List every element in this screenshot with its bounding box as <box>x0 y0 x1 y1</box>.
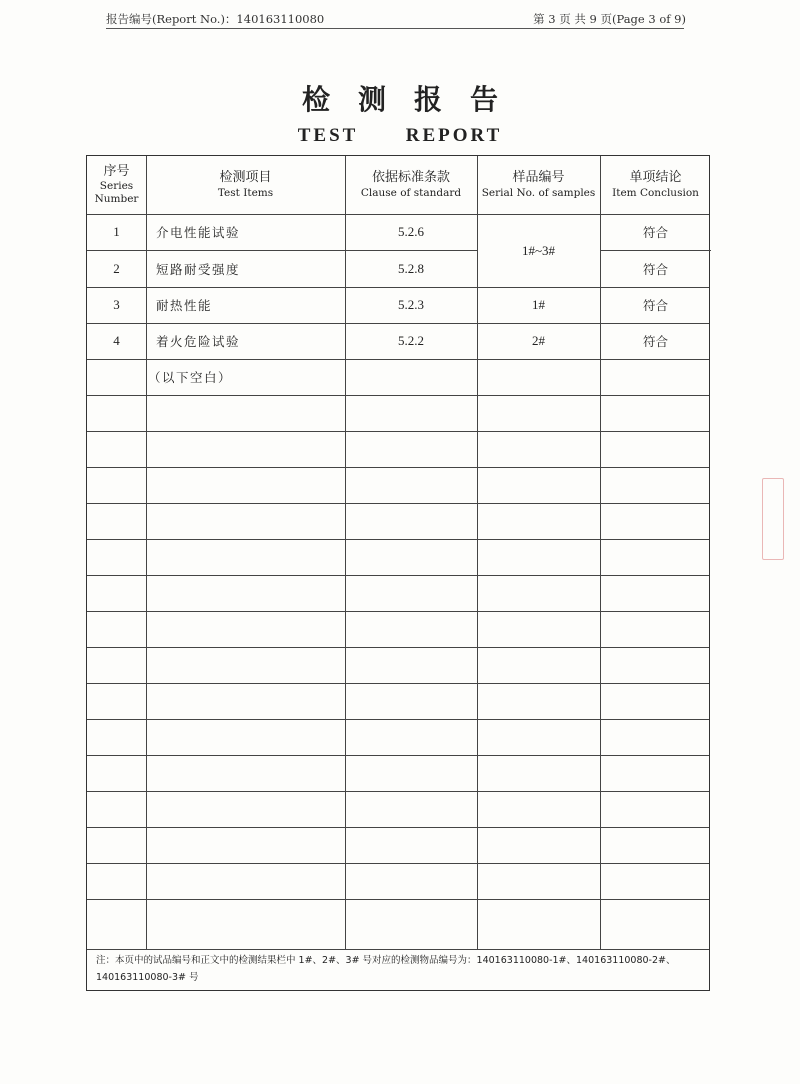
header-page-info: 第 3 页 共 9 页(Page 3 of 9) <box>533 12 686 26</box>
header-sample-no <box>477 156 600 214</box>
blank-marker: （以下空白） <box>148 370 233 385</box>
row3-sample: 1# <box>532 297 545 312</box>
row-divider <box>87 863 709 864</box>
row-divider <box>87 827 709 828</box>
row4-conclusion: 符合 <box>642 334 668 349</box>
row3-conclusion: 符合 <box>642 298 668 313</box>
row-divider <box>87 647 709 648</box>
row-divider <box>87 611 709 612</box>
title-english: TEST REPORT <box>297 125 503 146</box>
row-divider <box>87 683 709 684</box>
results-table <box>86 155 710 991</box>
footnote: 注：本页中的试品编号和正文中的检测结果栏中 1#、2#、3# 号对应的检测物品编号为：140163110080-1#、140163110080-2#、140163110080-3# 号 <box>96 955 676 983</box>
row-divider <box>87 431 709 432</box>
header-sample-no-cn: 样品编号 <box>512 170 565 186</box>
row1-item: 介电性能试验 <box>156 225 241 240</box>
row-divider <box>87 755 709 756</box>
row3-item: 耐热性能 <box>156 298 213 313</box>
row4-sample: 2# <box>532 333 545 348</box>
header-test-items-en: Test Items <box>217 186 274 199</box>
row1-conclusion: 符合 <box>642 225 668 240</box>
row1-clause: 5.2.6 <box>398 224 424 239</box>
header-conclusion <box>600 156 711 214</box>
header-series-number-en: Series Number <box>94 180 139 206</box>
row4-item: 着火危险试验 <box>156 334 241 349</box>
row-divider <box>87 467 709 468</box>
header-conclusion-en: Item Conclusion <box>612 186 699 199</box>
header-report-number: 报告编号(Report No.)：140163110080 <box>106 12 325 26</box>
header-conclusion-cn: 单项结论 <box>629 170 682 186</box>
row-divider <box>87 395 709 396</box>
header-test-items-cn: 检测项目 <box>219 170 272 186</box>
header-series-number <box>87 156 146 214</box>
row-divider <box>87 791 709 792</box>
row2-number: 2 <box>113 260 120 276</box>
title-chinese: 检测报告 <box>301 83 526 116</box>
row-divider <box>87 503 709 504</box>
row4-number: 4 <box>113 333 120 348</box>
row-divider <box>87 575 709 576</box>
row-divider <box>87 949 709 950</box>
rows1-2-sample: 1#~3# <box>521 242 556 258</box>
row2-item: 短路耐受强度 <box>156 261 241 277</box>
row3-number: 3 <box>113 297 120 312</box>
header-clause-en: Clause of standard <box>360 186 462 199</box>
header-test-items <box>146 156 345 214</box>
row-divider <box>87 899 709 900</box>
row2-conclusion: 符合 <box>642 261 668 277</box>
row3-clause: 5.2.3 <box>398 297 424 312</box>
header-clause-cn: 依据标准条款 <box>371 170 450 186</box>
row-divider <box>87 719 709 720</box>
row2-clause: 5.2.8 <box>398 260 424 276</box>
row1-number: 1 <box>113 224 120 239</box>
header-sample-no-en: Serial No. of samples <box>481 186 596 199</box>
header-clause <box>345 156 477 214</box>
header-series-number-cn: 序号 <box>103 163 130 179</box>
row4-clause: 5.2.2 <box>398 333 424 348</box>
row-divider <box>87 539 709 540</box>
header-rule <box>106 28 684 29</box>
seal-stamp <box>762 478 784 560</box>
